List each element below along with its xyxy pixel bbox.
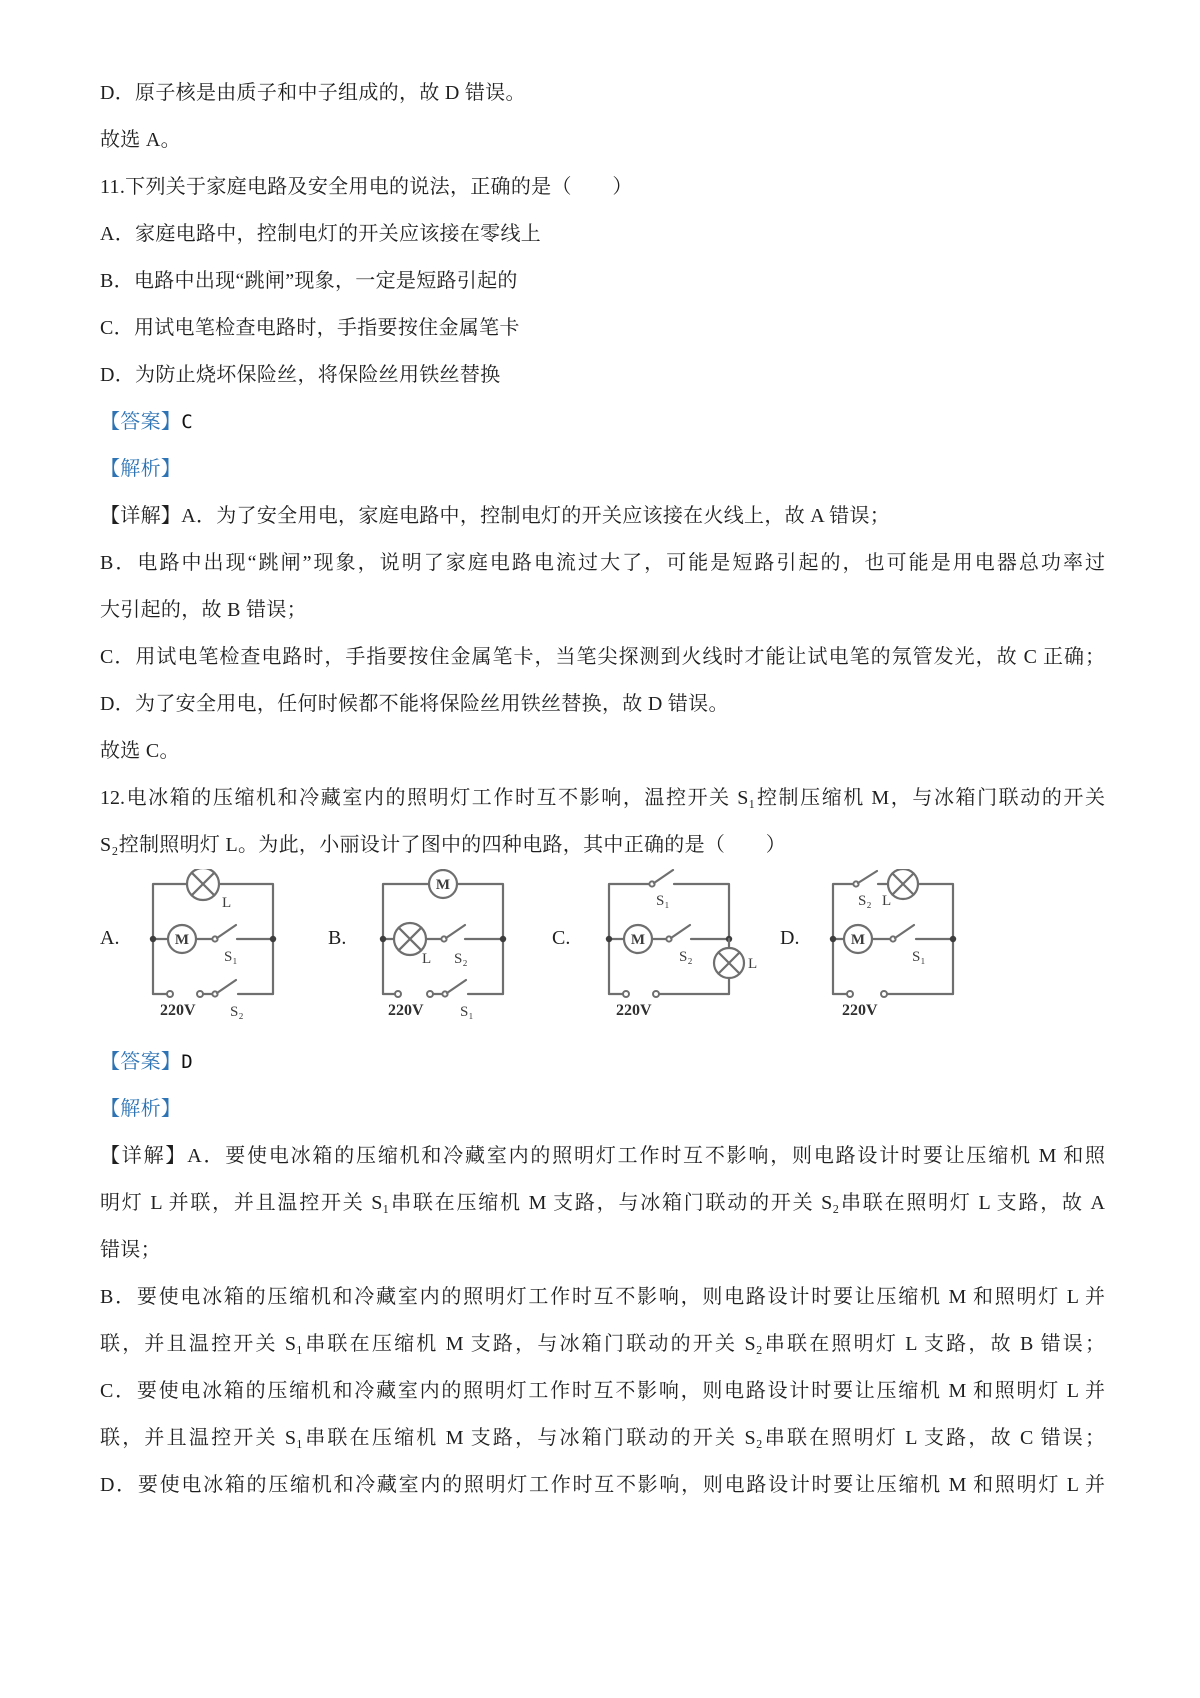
circuit-option-label: C.	[552, 927, 571, 949]
circuit-option-label: A.	[100, 927, 120, 949]
source-terminal	[653, 991, 659, 997]
circuit-option-d	[780, 869, 1000, 1039]
q10-conclusion: 故选 A。	[100, 129, 181, 151]
motor-label: M	[630, 932, 646, 948]
q11-stem: 11.下列关于家庭电路及安全用电的说法，正确的是（ ）	[100, 176, 633, 198]
voltage-label: 220V	[160, 1002, 196, 1019]
q11-detail-line: C．用试电笔检查电路时，手指要按住金属笔卡，当笔尖探测到火线时才能让试电笔的氖管发光，故 C 正确；	[100, 646, 1105, 668]
q12-answer	[100, 1039, 1105, 1086]
q12-detail-line: C．要使电冰箱的压缩机和冷藏室内的照明灯工作时互不影响，则电路设计时要让压缩机 M 和照明灯 L 并	[100, 1380, 1105, 1402]
q11-option-a: A．家庭电路中，控制电灯的开关应该接在零线上	[100, 223, 542, 245]
branch-switch-label: S₂	[454, 951, 468, 967]
voltage-label: 220V	[388, 1002, 424, 1019]
circuit-option-label: D.	[780, 927, 800, 949]
source-terminal	[395, 991, 401, 997]
branch-switch-label: S₂	[679, 949, 693, 965]
source-terminal	[623, 991, 629, 997]
motor-label: M	[435, 877, 451, 893]
branch-switch-label: S₁	[224, 949, 238, 965]
circuit-option-label: B.	[328, 927, 347, 949]
answer-tag: 【答案】	[100, 411, 182, 433]
bottom-switch-label: S₁	[460, 1004, 474, 1020]
lamp-label: L	[222, 895, 232, 911]
voltage-label: 220V	[842, 1002, 878, 1019]
q11-answer	[100, 399, 1105, 446]
lamp-label: L	[422, 951, 432, 967]
q12-detail-line: 联，并且温控开关 S₁串联在压缩机 M 支路，与冰箱门联动的开关 S₂串联在照明灯 L 支路，故 B 错误；	[100, 1333, 1105, 1355]
q11-detail-line: 【详解】A．为了安全用电，家庭电路中，控制电灯的开关应该接在火线上，故 A 错误；	[100, 505, 891, 527]
q12-detail-line: 联，并且温控开关 S₁串联在压缩机 M 支路，与冰箱门联动的开关 S₂串联在照明灯 L 支路，故 C 错误；	[100, 1427, 1105, 1449]
circuit-diagram-d	[818, 869, 978, 1029]
answer-value: C	[181, 411, 193, 433]
q12-stem-line1: 12.电冰箱的压缩机和冷藏室内的照明灯工作时互不影响，温控开关 S₁控制压缩机 M，与冰箱门联动的开关	[100, 787, 1105, 809]
q12-detail-line: 明灯 L 并联，并且温控开关 S₁串联在压缩机 M 支路，与冰箱门联动的开关 S₂串联在照明灯 L 支路，故 A	[100, 1192, 1105, 1214]
q12-detail-line: B．要使电冰箱的压缩机和冷藏室内的照明灯工作时互不影响，则电路设计时要让压缩机 M 和照明灯 L 并	[100, 1286, 1105, 1308]
q11-option-d: D．为防止烧坏保险丝，将保险丝用铁丝替换	[100, 364, 501, 386]
bottom-switch-label: S₂	[230, 1004, 244, 1020]
q11-detail-line: D．为了安全用电，任何时候都不能将保险丝用铁丝替换，故 D 错误。	[100, 693, 729, 715]
answer-value: D	[181, 1051, 193, 1073]
top-switch-label: S₁	[656, 893, 670, 909]
top-switch-label: S₂	[858, 893, 872, 909]
circuit-diagram-b	[368, 869, 523, 1029]
voltage-label: 220V	[616, 1002, 652, 1019]
circuit-option-b	[328, 869, 528, 1039]
q11-option-c: C．用试电笔检查电路时，手指要按住金属笔卡	[100, 317, 520, 339]
q10-option-d-explanation: D．原子核是由质子和中子组成的，故 D 错误。	[100, 82, 526, 104]
source-terminal	[881, 991, 887, 997]
q12-stem-line2: S₂控制照明灯 L。为此，小丽设计了图中的四种电路，其中正确的是（ ）	[100, 834, 787, 856]
q12-detail-line: 【详解】A．要使电冰箱的压缩机和冷藏室内的照明灯工作时互不影响，则电路设计时要让压缩机 M 和照	[100, 1145, 1105, 1167]
motor-label: M	[850, 932, 866, 948]
lamp-label: L	[748, 956, 758, 972]
circuit-diagram-a	[138, 869, 293, 1029]
answer-tag: 【答案】	[100, 1051, 182, 1073]
q11-conclusion: 故选 C。	[100, 740, 180, 762]
q11-option-b: B．电路中出现“跳闸”现象，一定是短路引起的	[100, 270, 518, 292]
source-terminal	[167, 991, 173, 997]
source-terminal	[847, 991, 853, 997]
circuit-option-c	[552, 869, 772, 1039]
q12-detail-line: 错误；	[100, 1239, 161, 1261]
q12-circuit-figures	[100, 869, 1105, 1039]
circuit-diagram-c	[594, 869, 764, 1029]
q11-detail-line: B．电路中出现“跳闸”现象，说明了家庭电路电流过大了，可能是短路引起的，也可能是用电器总功率过	[100, 552, 1105, 574]
q12-detail-line: D．要使电冰箱的压缩机和冷藏室内的照明灯工作时互不影响，则电路设计时要让压缩机 M 和照明灯 L 并	[100, 1474, 1105, 1496]
motor-label: M	[174, 932, 190, 948]
lamp-label: L	[882, 893, 892, 909]
q11-detail-line: 大引起的，故 B 错误；	[100, 599, 307, 621]
q11-analysis-tag: 【解析】	[100, 458, 182, 480]
branch-switch-label: S₁	[912, 949, 926, 965]
source-terminal	[427, 991, 433, 997]
document-body	[100, 70, 1105, 1509]
source-terminal	[197, 991, 203, 997]
circuit-option-a	[100, 869, 300, 1039]
q12-analysis-tag: 【解析】	[100, 1098, 182, 1120]
